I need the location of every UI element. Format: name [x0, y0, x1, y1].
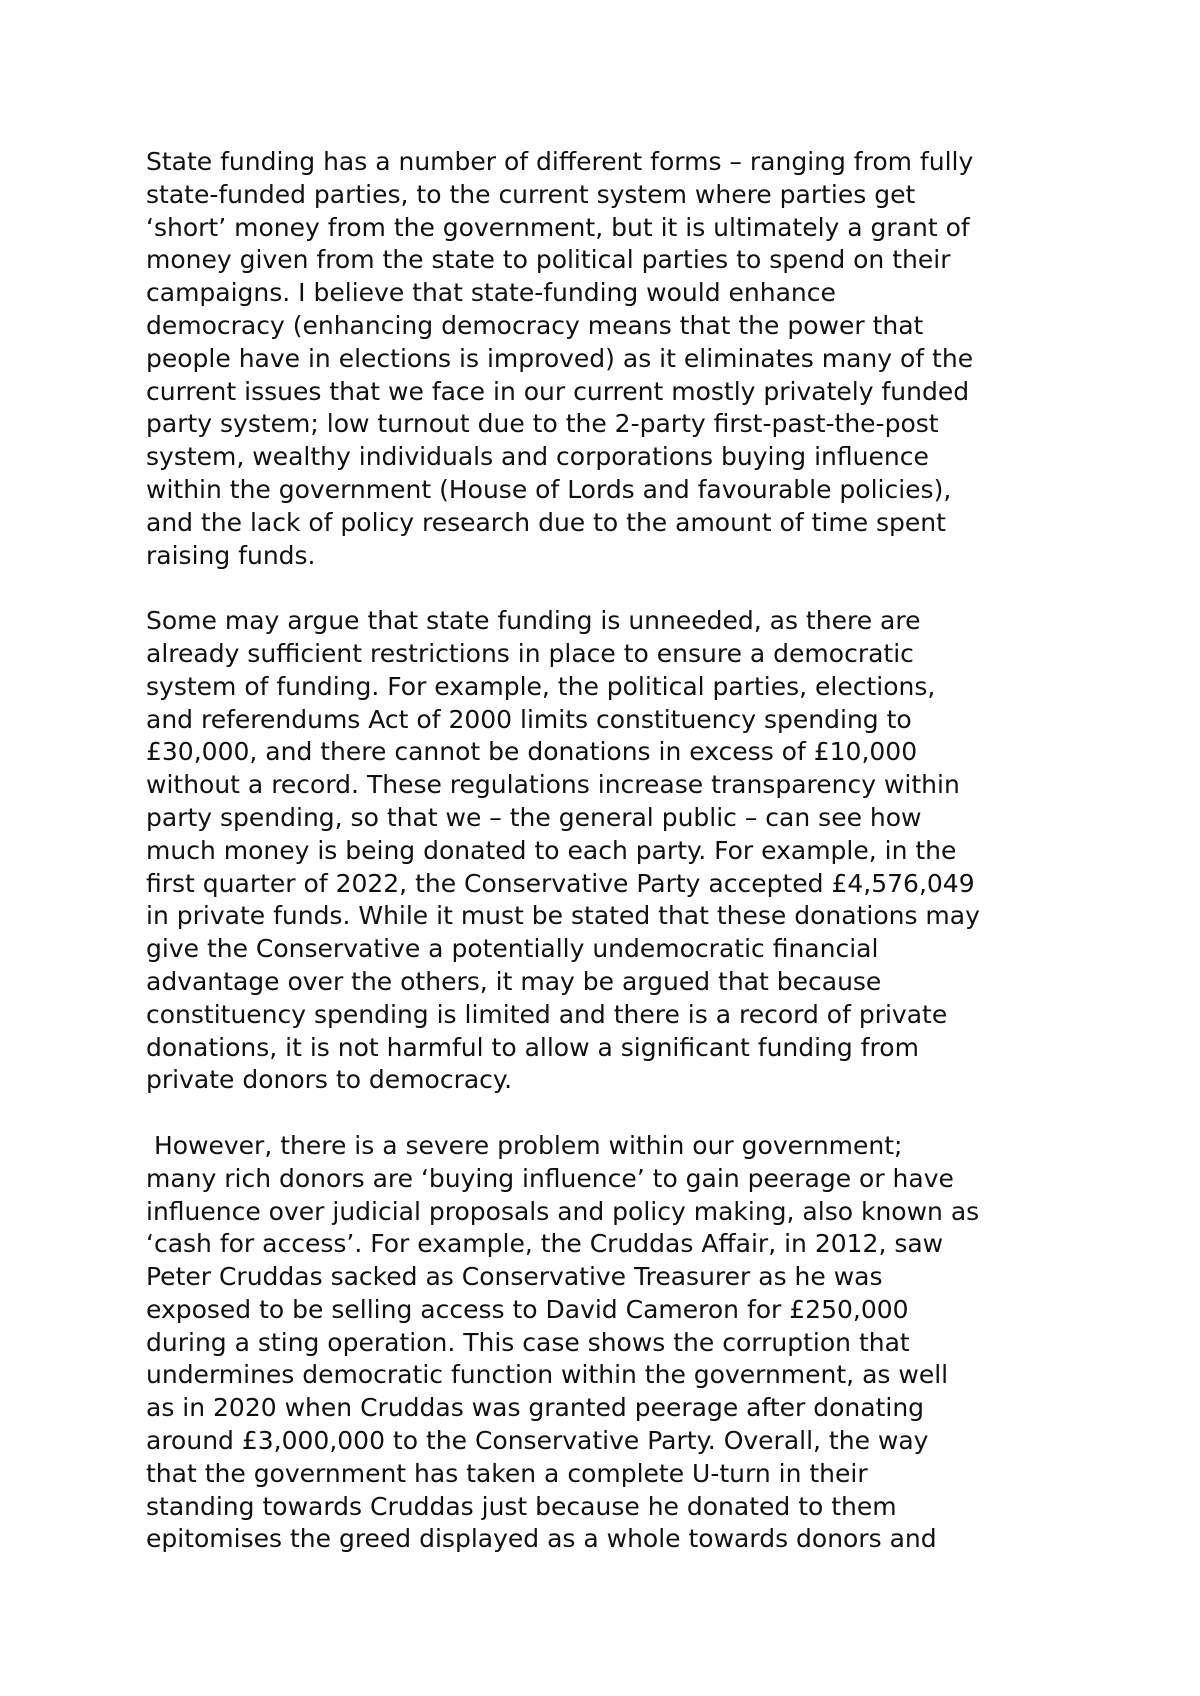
text-line: within the government (House of Lords and favourable policies), [146, 474, 952, 504]
text-line: state-funded parties, to the current system where parties get [146, 179, 916, 209]
text-line: State funding has a number of different forms – ranging from fully [146, 147, 974, 176]
text-line: without a record. These regulations increase transparency within [146, 770, 960, 800]
text-line: first quarter of 2022, the Conservative Party accepted £4,576,049 [146, 868, 975, 898]
text-line: much money is being donated to each party. For example, in the [146, 835, 957, 865]
text-line: that the government has taken a complete U-turn in their [146, 1458, 868, 1488]
text-line: give the Conservative a potentially undemocratic financial [146, 934, 879, 964]
paragraph-1 [146, 146, 1086, 572]
text-line: constituency spending is limited and there is a record of private [146, 999, 948, 1029]
text-line: money given from the state to political parties to spend on their [146, 245, 951, 275]
text-line: and the lack of policy research due to the amount of time spent [146, 507, 946, 537]
text-line: Some may argue that state funding is unneeded, as there are [146, 606, 921, 636]
document-body [146, 146, 1086, 1589]
text-line: system, wealthy individuals and corporations buying influence [146, 442, 929, 472]
text-line: democracy (enhancing democracy means that the power that [146, 310, 924, 340]
text-line: However, there is a severe problem within our government; [146, 1130, 903, 1160]
text-line: around £3,000,000 to the Conservative Party. Overall, the way [146, 1426, 929, 1456]
text-line: standing towards Cruddas just because he donated to them [146, 1491, 897, 1521]
text-line: donations, it is not harmful to allow a significant funding from [146, 1032, 919, 1062]
text-line: in private funds. While it must be stated that these donations may [146, 901, 980, 931]
text-line: £30,000, and there cannot be donations in excess of £10,000 [146, 737, 918, 767]
text-line: many rich donors are ‘buying influence’ to gain peerage or have [146, 1163, 954, 1193]
text-line: people have in elections is improved) as it eliminates many of the [146, 343, 974, 373]
text-line: epitomises the greed displayed as a whole towards donors and [146, 1524, 937, 1554]
text-line: undermines democratic function within the government, as well [146, 1360, 949, 1390]
paragraph-2 [146, 605, 1086, 1097]
text-line: already sufficient restrictions in place to ensure a democratic [146, 638, 914, 668]
text-line: party system; low turnout due to the 2-party first-past-the-post [146, 409, 939, 439]
text-line: current issues that we face in our current mostly privately funded [146, 376, 970, 406]
paragraph-3 [146, 1130, 1086, 1556]
text-line: influence over judicial proposals and policy making, also known as [146, 1196, 980, 1226]
text-line: advantage over the others, it may be argued that because [146, 966, 882, 996]
text-line: as in 2020 when Cruddas was granted peerage after donating [146, 1393, 925, 1423]
text-line: Peter Cruddas sacked as Conservative Treasurer as he was [146, 1262, 883, 1292]
text-line: party spending, so that we – the general public – can see how [146, 802, 922, 832]
text-line: private donors to democracy. [146, 1065, 513, 1095]
text-line: campaigns. I believe that state-funding would enhance [146, 278, 836, 308]
text-line: and referendums Act of 2000 limits constituency spending to [146, 704, 912, 734]
text-line: ‘short’ money from the government, but it is ultimately a grant of [146, 212, 970, 242]
text-line: exposed to be selling access to David Cameron for £250,000 [146, 1294, 909, 1324]
text-line: during a sting operation. This case shows the corruption that [146, 1327, 910, 1357]
text-line: raising funds. [146, 540, 316, 570]
text-line: system of funding. For example, the political parties, elections, [146, 671, 936, 701]
text-line: ‘cash for access’. For example, the Cruddas Affair, in 2012, saw [146, 1229, 944, 1259]
